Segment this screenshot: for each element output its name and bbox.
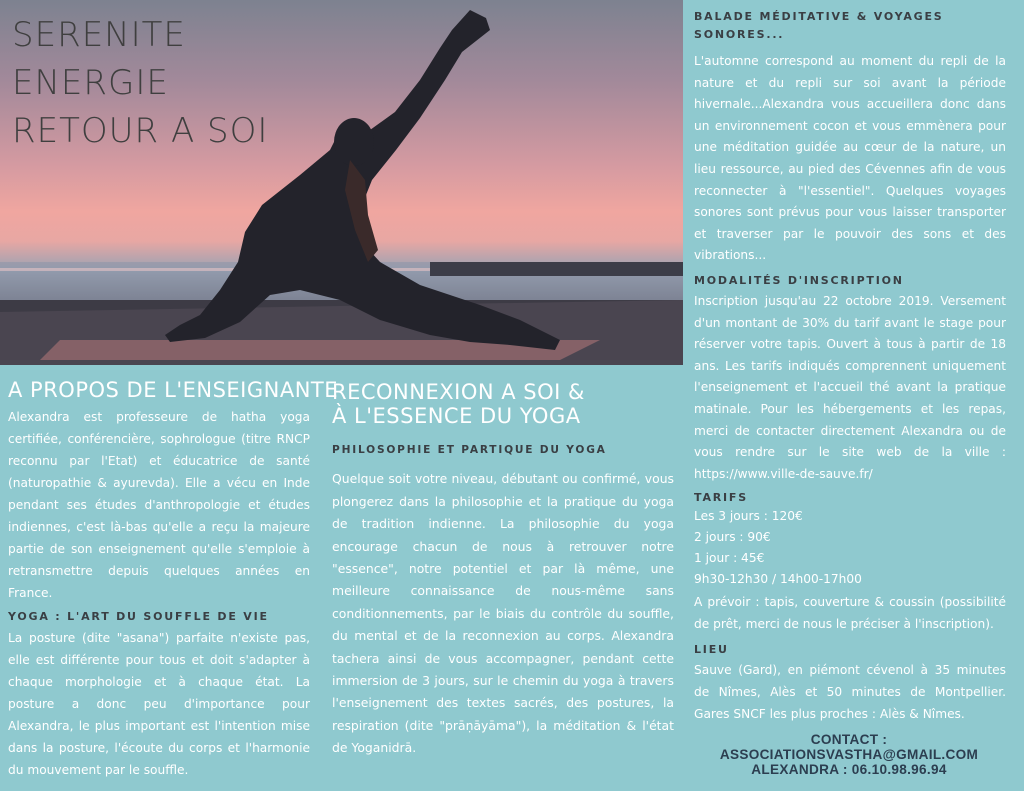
yoga-text: La posture (dite "asana") parfaite n'existe pas, elle est différente pour tous et doit s'adapter à chaque morphologie et à chaque état. La posture a donc peu d'importance pour Alexandra, le plus important est l'intention mise dans la posture, l'écoute du corps et l'harmonie du mouvement par le souffle. <box>8 631 310 778</box>
contact-phone[interactable]: ALEXANDRA : 06.10.98.96.94 <box>751 762 947 777</box>
lieu-text: Sauve (Gard), en piémont cévenol à 35 minutes de Nîmes, Alès et 50 minutes de Montpellier. Gares SNCF les plus proches : Alès & Nîmes. <box>694 663 1006 721</box>
tarif-2-jours: 2 jours : 90€ <box>694 530 771 545</box>
reconnexion-title-line-2: À L'ESSENCE DU YOGA <box>332 404 581 429</box>
hero-title-line-1: SERENITE <box>12 15 186 55</box>
hero-title-line-3: RETOUR A SOI <box>12 111 269 151</box>
hero-title-line-2: ENERGIE <box>12 63 169 103</box>
contact-block <box>696 732 1002 777</box>
hero-image <box>0 0 683 365</box>
tarifs-note: A prévoir : tapis, couverture & coussin (possibilité de prêt, merci de nous le préciser à l'inscription). <box>694 595 1006 631</box>
philosophie-subtitle: PHILOSOPHIE ET PARTIQUE DU YOGA <box>332 444 607 457</box>
reconnexion-title-line-1: RECONNEXION A SOI & <box>332 380 585 404</box>
tarif-1-jour: 1 jour : 45€ <box>694 551 765 566</box>
about-text: Alexandra est professeure de hatha yoga certifiée, conférencière, sophrologue (titre RNCP reconnu par l'Etat) et éducatrice de santé (naturopathie & ayurevda). Elle a vécu en Inde pendant ses études d'anthropologie et études indiennes, c'est là-bas qu'elle a reçu la majeure partie de son enseignement qu'elle s'emploie à retransmettre depuis quelques années en France. <box>8 410 310 601</box>
philosophie-text: Quelque soit votre niveau, débutant ou confirmé, vous plongerez dans la philosophie et la pratique du yoga de tradition indienne. La philosophie du yoga encourage chacun de nous à retrouver notre "essence", notre potentiel et par là même, une meilleure connaissance de nous-même sans conditionnements, par le biais du contrôle du souffle, du mental et de la reconnexion au corps. Alexandra tachera ainsi de vous accompagner, pendant cette immersion de 3 jours, sur le chemin du yoga à travers l'enseignement des textes sacrés, des postures, la respiration (dite "prāṇāyāma"), la méditation & l'état de Yoganidrā. <box>332 471 674 756</box>
balade-text: L'automne correspond au moment du repli de la nature et du repli sur soi avant la période hivernale...Alexandra vous accueillera donc dans un environnement cocon et vous emmènera pour une méditation guidée au cœur de la nature, un lieu ressource, au pied des Cévennes afin de vous reconnecter à "l'essentiel". Quelques voyages sonores sont prévus pour vous laisser transporter et traverser par le pouvoir des sons et des vibrations... <box>694 54 1006 263</box>
contact-label: CONTACT : <box>810 732 888 747</box>
inscription-title: MODALITÉS D'INSCRIPTION <box>694 273 904 287</box>
tarif-horaires: 9h30-12h30 / 14h00-17h00 <box>694 572 862 587</box>
right-column <box>694 10 1006 725</box>
tarif-3-jours: Les 3 jours : 120€ <box>694 509 803 524</box>
middle-column <box>332 380 674 760</box>
yoga-title: YOGA : L'ART DU SOUFFLE DE VIE <box>8 610 269 624</box>
balade-title-line-2: SONORES... <box>694 28 785 41</box>
lieu-title: LIEU <box>694 643 729 657</box>
inscription-text: Inscription jusqu'au 22 octobre 2019. Versement d'un montant de 30% du tarif avant le stage pour réserver votre tapis. Ouvert à tous à partir de 18 ans. Les tarifs indiqués comprennent uniquement l'enseignement et l'accueil thé avant la pratique matinale. Pour les hébergements et les repas, merci de contacter directement Alexandra ou de vous rendre sur le site web de la ville : https://www.ville-de-sauve.fr/ <box>694 293 1006 481</box>
tarifs-title: TARIFS <box>694 491 748 505</box>
left-column <box>8 378 339 781</box>
contact-email[interactable]: ASSOCIATIONSVASTHA@GMAIL.COM <box>719 747 979 762</box>
about-title: A PROPOS DE L'ENSEIGNANTE <box>8 378 339 402</box>
balade-title-line-1: BALADE MÉDITATIVE & VOYAGES <box>694 10 944 23</box>
